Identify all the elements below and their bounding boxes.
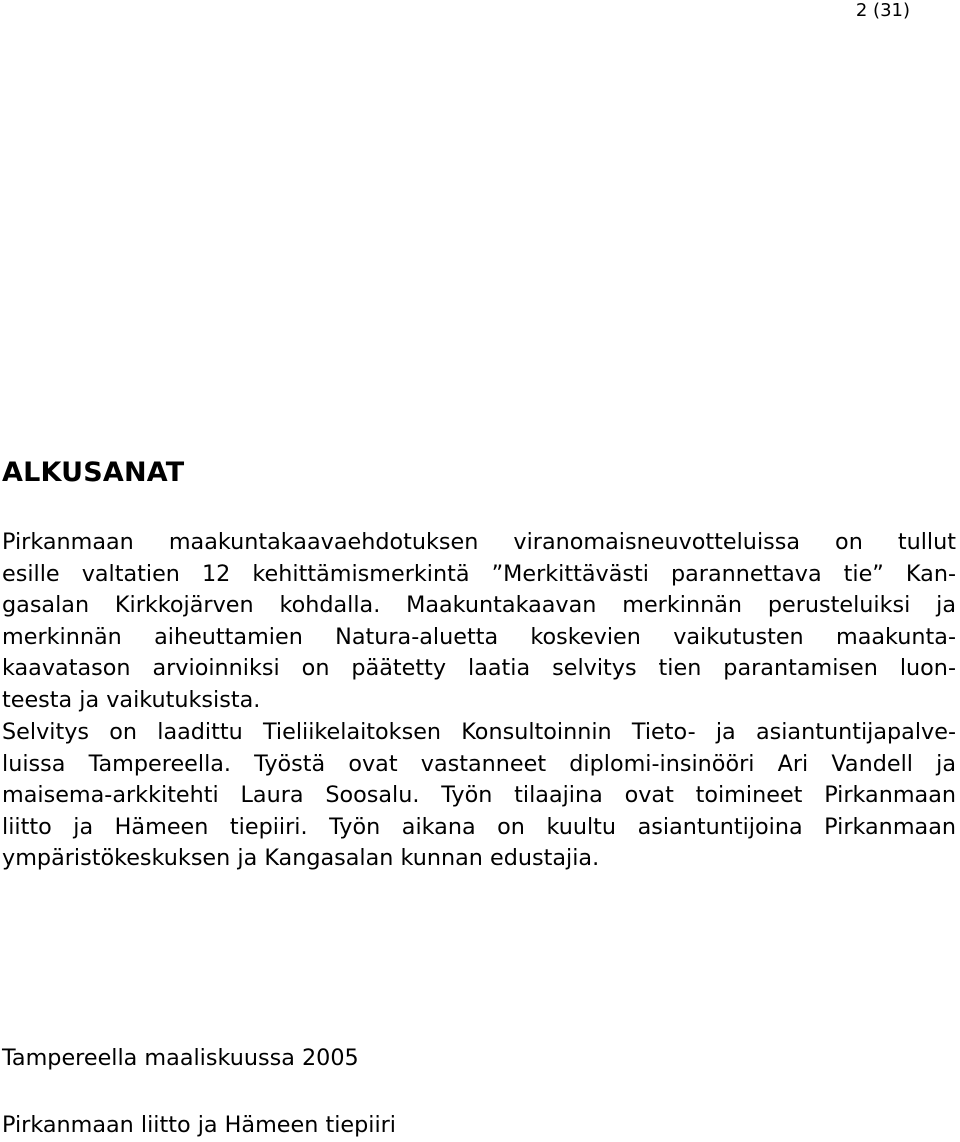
paragraph-line: kaavatason arvioinniksi on päätetty laatia selvitys tien parantamisen luon- — [2, 655, 956, 681]
paragraph-line: gasalan Kirkkojärven kohdalla. Maakuntakaavan merkinnän perusteluiksi ja — [2, 592, 956, 618]
paragraph-credits — [2, 717, 956, 875]
paragraph-line: maisema-arkkitehti Laura Soosalu. Työn tilaajina ovat toimineet Pirkanmaan — [2, 782, 956, 808]
page-number: 2 (31) — [855, 0, 910, 21]
paragraph-line: luissa Tampereella. Työstä ovat vastanneet diplomi-insinööri Ari Vandell ja — [2, 750, 956, 777]
paragraph-intro — [2, 527, 956, 716]
paragraph-line: liitto ja Hämeen tiepiiri. Työn aikana on kuultu asiantuntijoina Pirkanmaan — [2, 813, 956, 840]
authors-signature: Pirkanmaan liitto ja Hämeen tiepiiri — [2, 1112, 397, 1138]
place-date: Tampereella maaliskuussa 2005 — [2, 1045, 359, 1071]
paragraph-line: merkinnän aiheuttamien Natura-aluetta koskevien vaikutusten maakunta- — [2, 623, 956, 650]
page-title: ALKUSANAT — [2, 457, 185, 488]
paragraph-line: Selvitys on laadittu Tieliikelaitoksen Konsultoinnin Tieto- ja asiantuntijapalve- — [2, 719, 956, 745]
paragraph-line: ympäristökeskuksen ja Kangasalan kunnan edustajia. — [2, 845, 600, 871]
paragraph-line: esille valtatien 12 kehittämismerkintä ”Merkittävästi parannettava tie” Kan- — [2, 560, 956, 587]
paragraph-line: Pirkanmaan maakuntakaavaehdotuksen viranomaisneuvotteluissa on tullut — [2, 529, 956, 555]
paragraph-line: teesta ja vaikutuksista. — [2, 686, 261, 713]
